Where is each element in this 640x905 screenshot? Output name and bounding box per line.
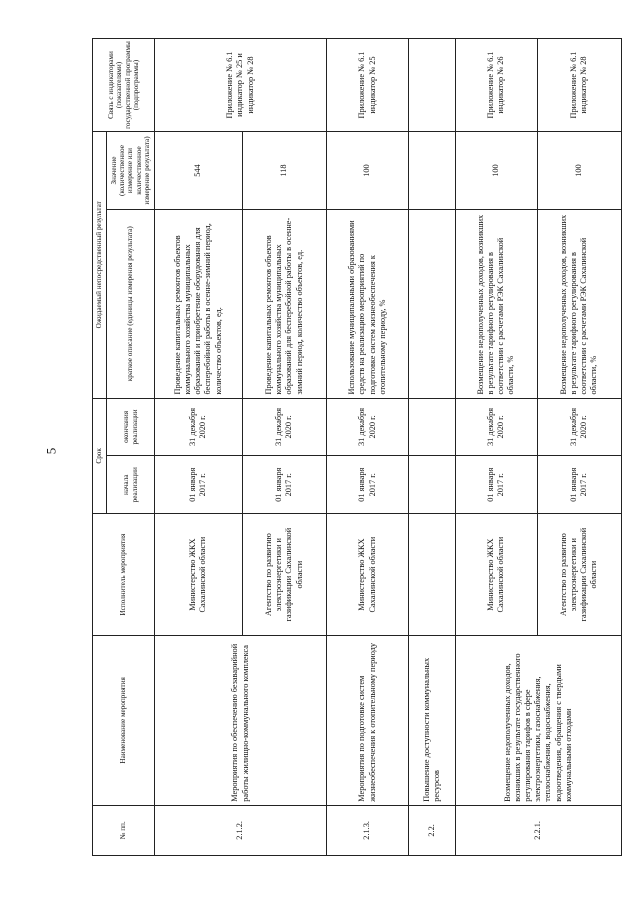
table-row [155,39,243,856]
row-executor: Агентство по развитию электроэнергетики и газификации Сахалинской области [537,514,621,636]
row-desc: Проведение капитальных ремонтов объектов коммунального хозяйства муниципальных образований для бесперебойной работы в осенне-зимний период, количество объектов, ед. [242,209,326,398]
row-desc: Использование муниципальными образованиями средств на реализацию мероприятий по подготовке систем жизнеобеспечения к отопительному периоду, % [327,209,409,398]
row-num: 2.1.3. [327,805,409,855]
row-executor: Агентство по развитию электроэнергетики и газификации Сахалинской области [242,514,326,636]
header-term-end: окончания реализации [107,398,155,456]
header-executor: Исполнитель мероприятия [93,514,155,636]
row-executor: Министерство ЖКХ Сахалинской области [455,514,537,636]
row-value: 100 [537,132,621,210]
row-desc: Возмещение недополученных доходов, возникших в результате тарифного регулирования в соответствии с расчетами РЭК Сахалинской области, % [537,209,621,398]
header-term-start: начала реализации [107,456,155,514]
rotated-table-container [92,38,622,856]
row-name: Возмещение недополученных доходов, возникших в результате государственного регулирования тарифов в сфере электроэнергетики, газоснабжения, теплоснабжения, водоснабжения, водоотведения, обращения с твердыми коммунальными отходами [455,636,621,806]
row-value: 100 [327,132,409,210]
row-link: Приложение № 6.1 индикатор № 28 [537,39,621,132]
row-executor: Министерство ЖКХ Сахалинской области [327,514,409,636]
row-name: Мероприятия по подготовке систем жизнеобеспечения к отопительному периоду [327,636,409,806]
row-link: Приложение № 6.1 индикатор № 25 и индикатор № 28 [155,39,327,132]
row-start: 01 января 2017 г. [537,456,621,514]
header-link: Связь с индикаторами (показателями) государственной программы (подпрограммы) [93,39,155,132]
row-start: 01 января 2017 г. [155,456,243,514]
row-num: 2.2. [408,805,455,855]
row-value: 118 [242,132,326,210]
row-end: 31 декабря 2020 г. [537,398,621,456]
row-value: 544 [155,132,243,210]
row-desc: Проведение капитальных ремонтов объектов коммунального хозяйства муниципальных образований и приобретение оборудования для бесперебойной работы в осенне-зимний период, количество объектов, ед. [155,209,243,398]
header-name: Наименование мероприятия [93,636,155,806]
row-end: 31 декабря 2020 г. [155,398,243,456]
row-start: 01 января 2017 г. [327,456,409,514]
row-link: Приложение № 6.1 индикатор № 25 [327,39,409,132]
row-desc: Возмещение недополученных доходов, возникших в результате тарифного регулирования в соответствии с расчетами РЭК Сахалинской области, % [455,209,537,398]
row-end: 31 декабря 2020 г. [327,398,409,456]
table-row [455,39,537,856]
header-result-value: Значение (количественное измерение или количественное измерение результата) [107,132,155,210]
row-value: 100 [455,132,537,210]
header-result: Ожидаемый непосредственный результат [93,132,107,398]
row-end: 31 декабря 2020 г. [242,398,326,456]
header-num: № пп. [93,805,155,855]
header-result-desc: краткое описание (единицы измерения результата) [107,209,155,398]
row-num: 2.1.2. [155,805,327,855]
measures-table [92,38,622,856]
table-row [327,39,409,856]
row-num: 2.2.1. [455,805,621,855]
row-name: Повышение доступности коммунальных ресурсов [408,636,455,806]
row-end: 31 декабря 2020 г. [455,398,537,456]
row-start: 01 января 2017 г. [455,456,537,514]
page-number: 5 [43,447,59,455]
header-term: Срок [93,398,107,514]
row-start: 01 января 2017 г. [242,456,326,514]
table-row [408,39,455,856]
row-executor: Министерство ЖКХ Сахалинской области [155,514,243,636]
row-name: Мероприятия по обеспечению безаварийной работы жилищно-коммунального комплекса [155,636,327,806]
row-link: Приложение № 6.1 индикатор № 26 [455,39,537,132]
